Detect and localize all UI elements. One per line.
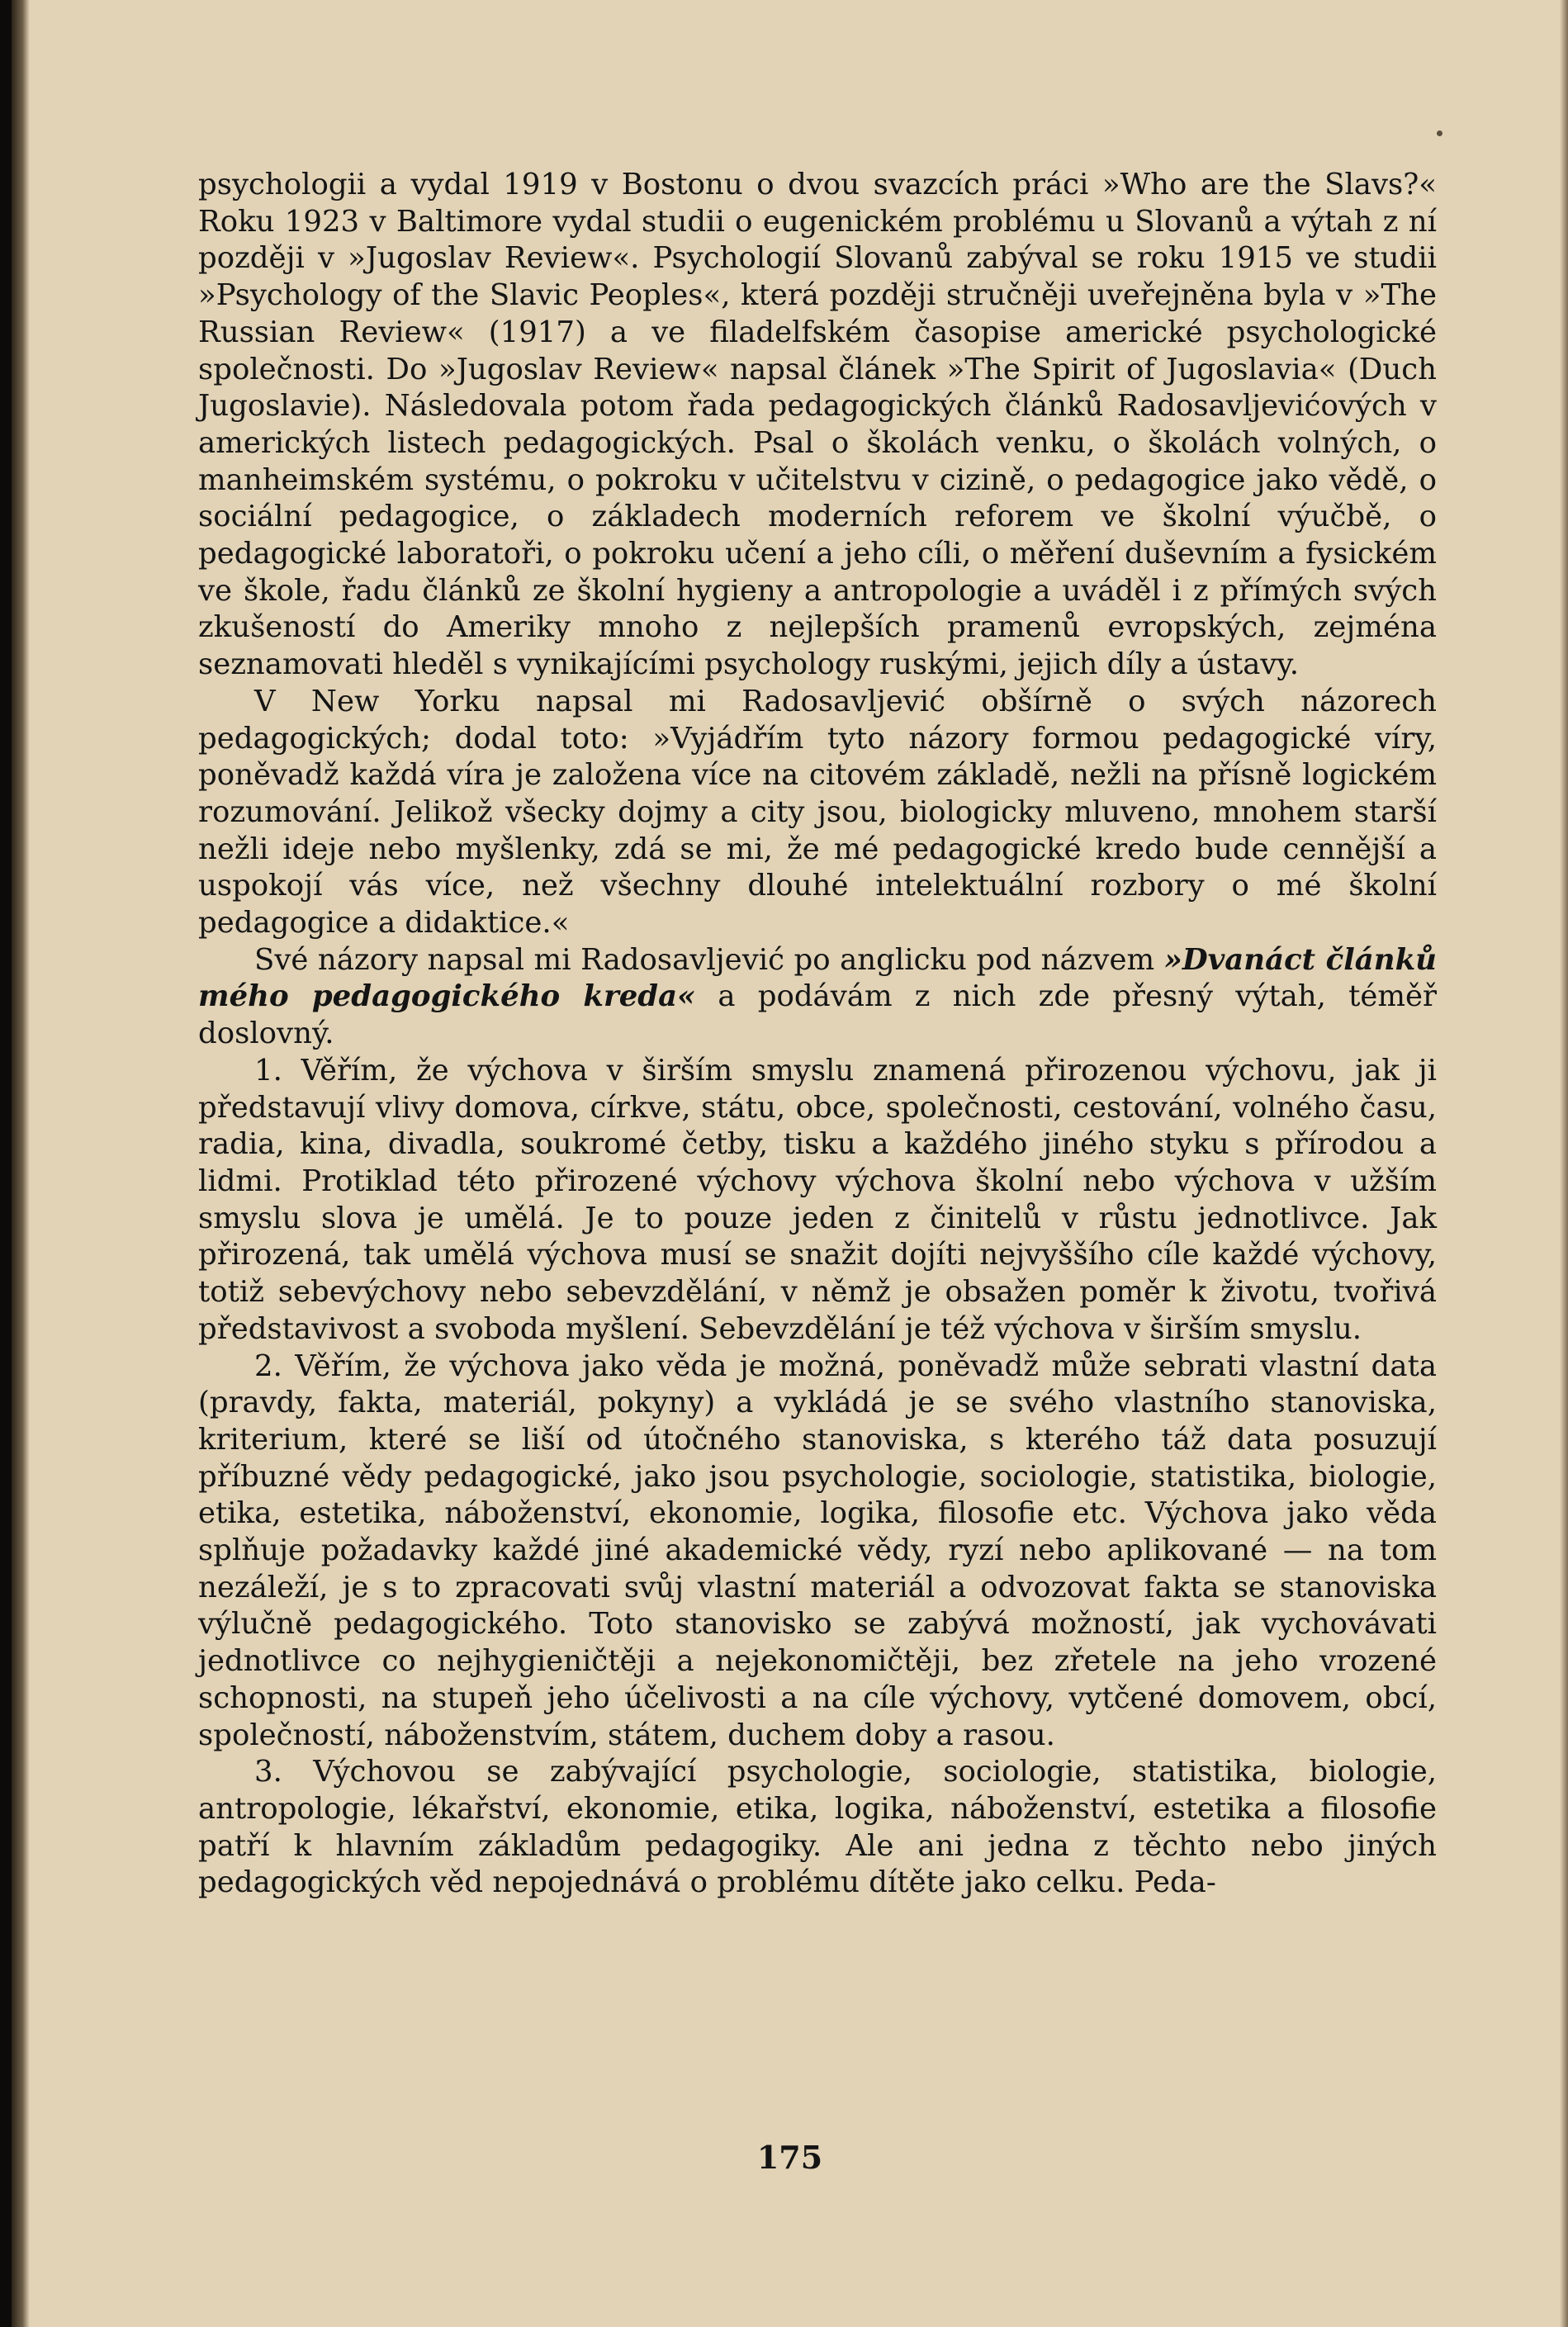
credo-item-3: 3. Výchovou se zabývající psychologie, sociologie, statistika, biologie, antropologie, lékařství, ekonomie, etika, logika, náboženství, estetika a filosofie patří k hlavním základům pedagogiky. Ale ani jedna z těchto nebo jiných pedagogických věd nepojednává o problému dítěte jako celku. Peda- <box>198 1755 1437 1900</box>
body-text <box>198 167 1437 1902</box>
credo-title: »Dvanáct článků mého pedagogického kreda« <box>198 942 1437 1014</box>
paper-speck <box>1437 130 1442 136</box>
page-number: 175 <box>756 2139 823 2176</box>
paragraph-credo-intro <box>198 942 1437 1053</box>
paragraph-continuation: psychologii a vydal 1919 v Bostonu o dvou svazcích práci »Who are the Slavs?« Roku 1923 v Baltimore vydal studii o eugenickém problému u Slovanů a výtah z ní později v »Jugoslav Review«. Psychologií Slovanů zabýval se roku 1915 ve studii »Psychology of the Slavic Peoples«, která později stručněji uveřejněna byla v »The Russian Review« (1917) a ve filadelfském časopise americké psychologické společnosti. Do »Jugoslav Review« napsal článek »The Spirit of Jugoslavia« (Duch Jugoslavie). Následovala potom řada pedagogických článků Radosavljevićových v amerických listech pedagogických. Psal o školách venku, o školách volných, o manheimském systému, o pokroku v učitelstvu v cizině, o pedagogice jako vědě, o sociální pedagogice, o základech moderních reforem ve školní výučbě, o pedagogické laboratoři, o pokroku učení a jeho cíli, o měření duševním a fysickém ve škole, řadu článků ze školní hygieny a antropologie a uváděl i z přímých svých zkušeností do Ameriky mnoho z nejlepších pramenů evropských, zejména seznamovati hleděl s vynikajícími psychology ruskými, jejich díly a ústavy. <box>198 168 1437 682</box>
credo-intro-text: Své názory napsal mi Radosavljević po anglicku pod názvem <box>254 942 1164 977</box>
credo-item-1: 1. Věřím, že výchova v širším smyslu znamená přirozenou výchovu, jak ji představují vlivy domova, církve, státu, obce, společnosti, cestování, volného času, radia, kina, divadla, soukromé četby, tisku a každého jiného styku s přírodou a lidmi. Protiklad této přirozené výchovy výchova školní nebo výchova v užším smyslu slova je umělá. Je to pouze jeden z činitelů v růstu jednotlivce. Jak přirozená, tak umělá výchova musí se snažit dojíti nejvyššího cíle každé výchovy, totiž sebevýchovy nebo sebevzdělání, v němž je obsažen poměr k životu, tvořivá představivost a svoboda myšlení. Sebevzdělání je též výchova v širším smyslu. <box>198 1053 1437 1346</box>
credo-intro-tail: a podávám z nich zde přesný výtah, téměř doslovný. <box>198 979 1437 1051</box>
book-spine-shadow <box>12 0 30 2327</box>
paragraph-new-york: V New Yorku napsal mi Radosavljević obšírně o svých názorech pedagogických; dodal toto: »Vyjádřím tyto názory formou pedagogické víry, poněvadž každá víra je založena více na citovém základě, nežli na přísně logickém rozumování. Jelikož všecky dojmy a city jsou, biologicky mluveno, mnohem starší nežli ideje nebo myšlenky, zdá se mi, že mé pedagogické kredo bude cennější a uspokojí vás více, než všechny dlouhé intelektuální rozbory o mé školní pedagogice a didaktice.« <box>198 684 1437 941</box>
page-edge <box>1560 0 1568 2327</box>
book-page <box>12 0 1568 2327</box>
credo-item-2: 2. Věřím, že výchova jako věda je možná, poněvadž může sebrati vlastní data (pravdy, fakta, materiál, pokyny) a vykládá je se svého vlastního stanoviska, kriterium, které se liší od útočného stanoviska, s kterého táž data posuzují příbuzné vědy pedagogické, jako jsou psychologie, sociologie, statistika, biologie, etika, estetika, náboženství, ekonomie, logika, filosofie etc. Výchova jako věda splňuje požadavky každé jiné akademické vědy, ryzí nebo aplikované — na tom nezáleží, je s to zpracovati svůj vlastní materiál a odvozovat fakta se stanoviska výlučně pedagogického. Toto stanovisko se zabývá možností, jak vychovávati jednotlivce co nejhygieničtěji a nejekonomičtěji, bez zřetele na jeho vrozené schopnosti, na stupeň jeho účelivosti a na cíle výchovy, vytčené domovem, obcí, společností, náboženstvím, státem, duchem doby a rasou. <box>198 1348 1437 1752</box>
